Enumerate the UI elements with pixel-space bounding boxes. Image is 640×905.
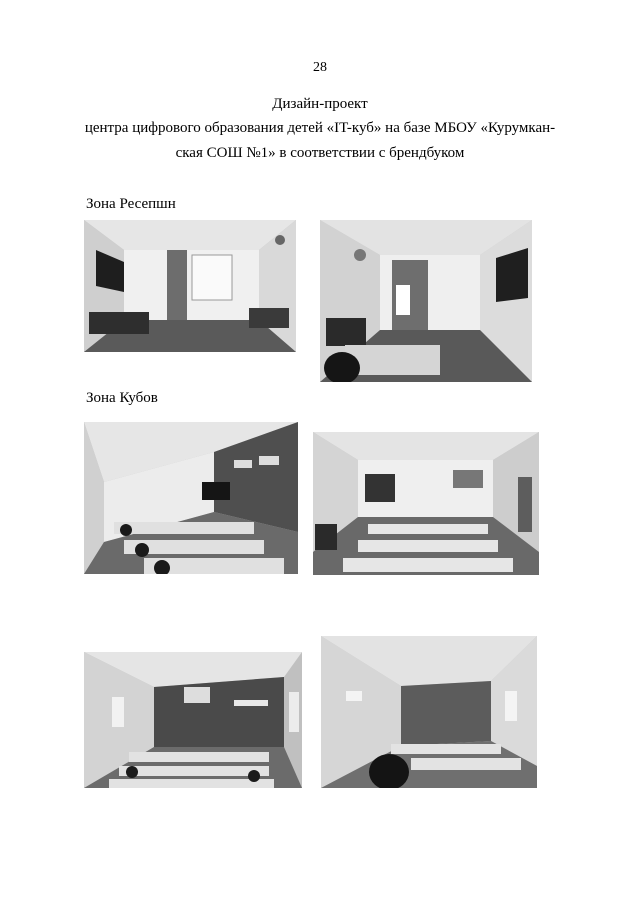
cubes-render-3 (84, 652, 302, 788)
cubes-render-2 (313, 432, 539, 575)
cubes-render-4 (321, 636, 537, 788)
page-number: 28 (313, 60, 327, 75)
reception-render-1 (84, 220, 296, 352)
reception-render-2 (320, 220, 532, 382)
section-label-cubes: Зона Кубов (86, 390, 158, 406)
document-title: Дизайн-проект (272, 96, 368, 112)
section-label-reception: Зона Ресепшн (86, 196, 176, 212)
document-subtitle: центра цифрового образования детей «IT-куб» на базе МБОУ «Курумкан-ская СОШ №1» в соответствии с брендбуком (84, 120, 556, 161)
cubes-render-1 (84, 422, 298, 574)
